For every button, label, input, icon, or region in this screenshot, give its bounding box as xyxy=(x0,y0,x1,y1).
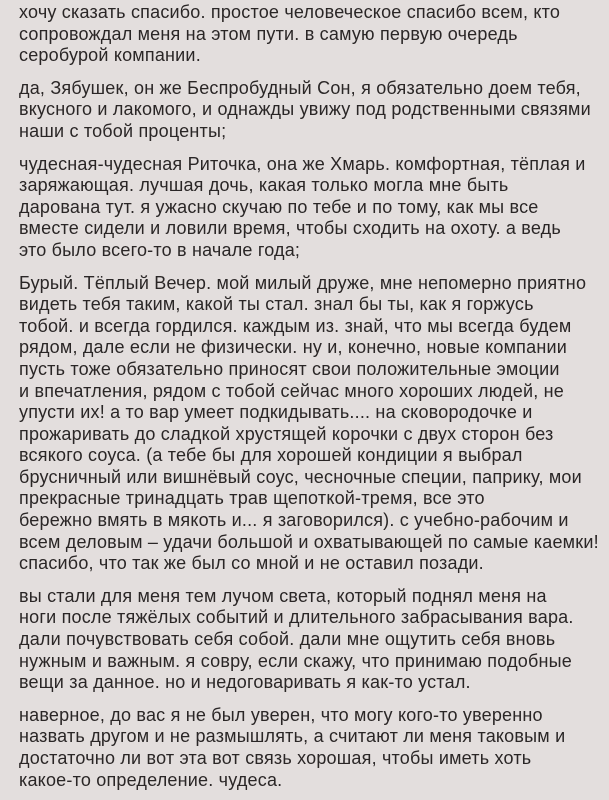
text-line: нужным и важным. я совру, если скажу, что принимаю подобные xyxy=(19,650,572,671)
text-line: брусничный или вишнёвый соус, чесночные специи, паприку, мои xyxy=(19,466,582,487)
text-line: бережно вмять в мякоть и... я заговорился). с учебно-рабочим и xyxy=(19,510,569,531)
paragraph xyxy=(19,586,609,694)
text-line: вместе сидели и ловили время, чтобы сходить на охоту. а ведь xyxy=(19,218,561,239)
paragraph xyxy=(19,154,609,262)
text-line: это было всего-то в начале года; xyxy=(19,239,301,260)
text-line: Бурый. Тёплый Вечер. мой милый друже, мне непомерно приятно xyxy=(19,272,587,293)
text-line: вкусного и лакомого, и однажды увижу под родственными связями xyxy=(19,99,591,120)
text-line: какое-то определение. чудеса. xyxy=(19,769,283,790)
text-line: прожаривать до сладкой хрустящей корочки с двух сторон без xyxy=(19,423,554,444)
text-line: сопровождал меня на этом пути. в самую первую очередь xyxy=(19,23,518,44)
paragraph xyxy=(19,273,609,575)
text-line: достаточно ли вот эта вот связь хорошая, чтобы иметь хоть xyxy=(19,748,532,768)
text-line: упусти их! а то вар умеет подкидывать.... на сковородочке и xyxy=(19,402,533,423)
text-line: да, Зябушек, он же Беспробудный Сон, я обязательно доем тебя, xyxy=(19,77,581,98)
text-line: наверное, до вас я не был уверен, что могу кого-то уверенно xyxy=(19,704,543,725)
text-line: всякого соуса. (а тебе бы для хорошей кондиции я выбрал xyxy=(19,445,523,466)
text-line: дарована тут. я ужасно скучаю по тебе и по тому, как мы все xyxy=(19,196,539,217)
text-line: дали почувствовать себя собой. дали мне ощутить себя вновь xyxy=(19,629,556,650)
paragraph xyxy=(19,78,609,143)
text-line: чудесная-чудесная Риточка, она же Хмарь. комфортная, тёплая и xyxy=(19,153,586,174)
text-line: спасибо, что так же был со мной и не оставил позади. xyxy=(19,553,484,574)
text-line: хочу сказать спасибо. простое человеческое спасибо всем, кто xyxy=(19,2,561,22)
text-line: видеть тебя таким, какой ты стал. знал бы ты, как я горжусь xyxy=(19,294,534,315)
text-line: прекрасные тринадцать трав щепоткой-тремя, все это xyxy=(19,488,485,509)
text-line: наши с тобой проценты; xyxy=(19,120,227,141)
text-line: тобой. и всегда гордился. каждым из. знай, что мы всегда будем xyxy=(19,315,572,336)
paragraph xyxy=(19,2,609,67)
text-line: и впечатления, рядом с тобой сейчас много хороших людей, не xyxy=(19,380,564,401)
text-line: вы стали для меня тем лучом света, который поднял меня на xyxy=(19,585,547,606)
text-line: заряжающая. лучшая дочь, какая только могла мне быть xyxy=(19,175,509,196)
text-line: рядом, дале если не физически. ну и, конечно, новые компании xyxy=(19,337,567,358)
text-line: назвать другом и не размышлять, а считают ли меня таковым и xyxy=(19,726,566,747)
paragraph xyxy=(19,705,609,791)
text-line: всем деловым – удачи большой и охватывающей по самые каемки! xyxy=(19,531,599,552)
text-line: пусть тоже обязательно приносят свои положительные эмоции xyxy=(19,358,560,379)
text-line: ноги после тяжёлых событий и длительного забрасывания вара. xyxy=(19,607,574,628)
text-line: серобурой компании. xyxy=(19,45,201,66)
text-line: вещи за данное. но и недоговаривать я как-то устал. xyxy=(19,672,471,693)
